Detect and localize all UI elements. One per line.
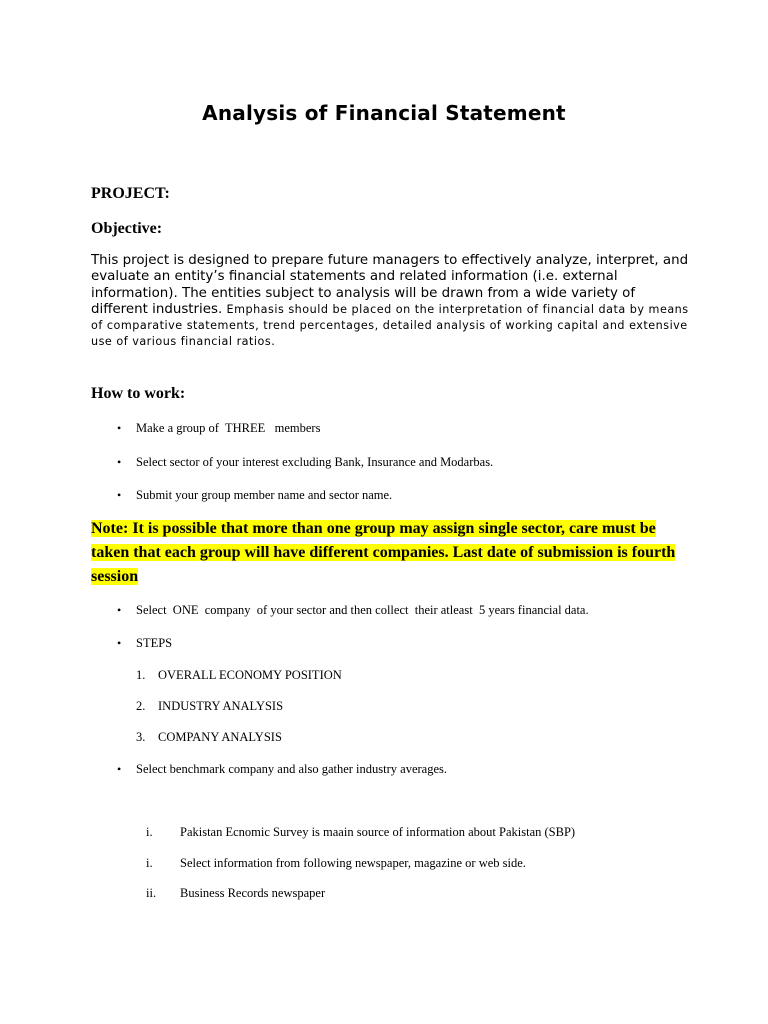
objective-paragraph [91,253,691,351]
list-item-text: STEPS [136,636,173,650]
list-item [117,636,173,696]
how-to-work-heading: How to work: [91,385,186,402]
step-item [136,730,282,790]
list-item [117,762,447,822]
step-number: 1. [136,668,146,682]
bullet-icon: • [117,421,122,435]
step-text: COMPANY ANALYSIS [158,730,282,744]
document-title: Analysis of Financial Statement [202,101,566,125]
objective-heading: Objective: [91,220,163,237]
step-text: INDUSTRY ANALYSIS [158,699,284,713]
list-item-text: Submit your group member name and sector name. [136,488,393,502]
project-heading: PROJECT: [91,185,170,202]
step-number: 3. [136,730,146,744]
bullet-icon: • [117,455,122,469]
source-numeral: i. [146,825,153,839]
source-text: Select information from following newspaper, magazine or web side. [180,856,526,870]
bullet-icon: • [117,603,122,617]
note-highlight: Note: It is possible that more than one group may assign single sector, care must be taken that each group will have different companies. Last date of submission is fourth session [91,520,676,585]
bullet-icon: • [117,762,122,776]
list-item-text: Select ONE company of your sector and then collect their atleast 5 years financial data. [136,603,589,617]
step-text: OVERALL ECONOMY POSITION [158,668,342,682]
source-item [146,886,326,946]
objective-text-emphasis: Emphasis should be placed on the interpretation of financial data by means of comparative statements, trend percentages, detailed analysis of working capital and extensive use of various financial ratios. [91,302,689,349]
source-numeral: i. [146,856,153,870]
source-numeral: ii. [146,886,157,900]
source-text: Pakistan Ecnomic Survey is maain source of information about Pakistan (SBP) [180,825,576,839]
note-paragraph [91,517,691,589]
list-item-text: Make a group of THREE members [136,421,321,435]
list-item-text: Select sector of your interest excluding Bank, Insurance and Modarbas. [136,455,494,469]
bullet-icon: • [117,488,122,502]
bullet-icon: • [117,636,122,650]
list-item-text: Select benchmark company and also gather industry averages. [136,762,447,776]
step-number: 2. [136,699,146,713]
objective-text: This project is designed to prepare future managers to effectively analyze, interpret, and evaluate an entity’s financial statements and related information (i.e. external information). The entities subject to analysis will be drawn from a wide variety of different industries. [91,253,689,317]
source-text: Business Records newspaper [180,886,326,900]
